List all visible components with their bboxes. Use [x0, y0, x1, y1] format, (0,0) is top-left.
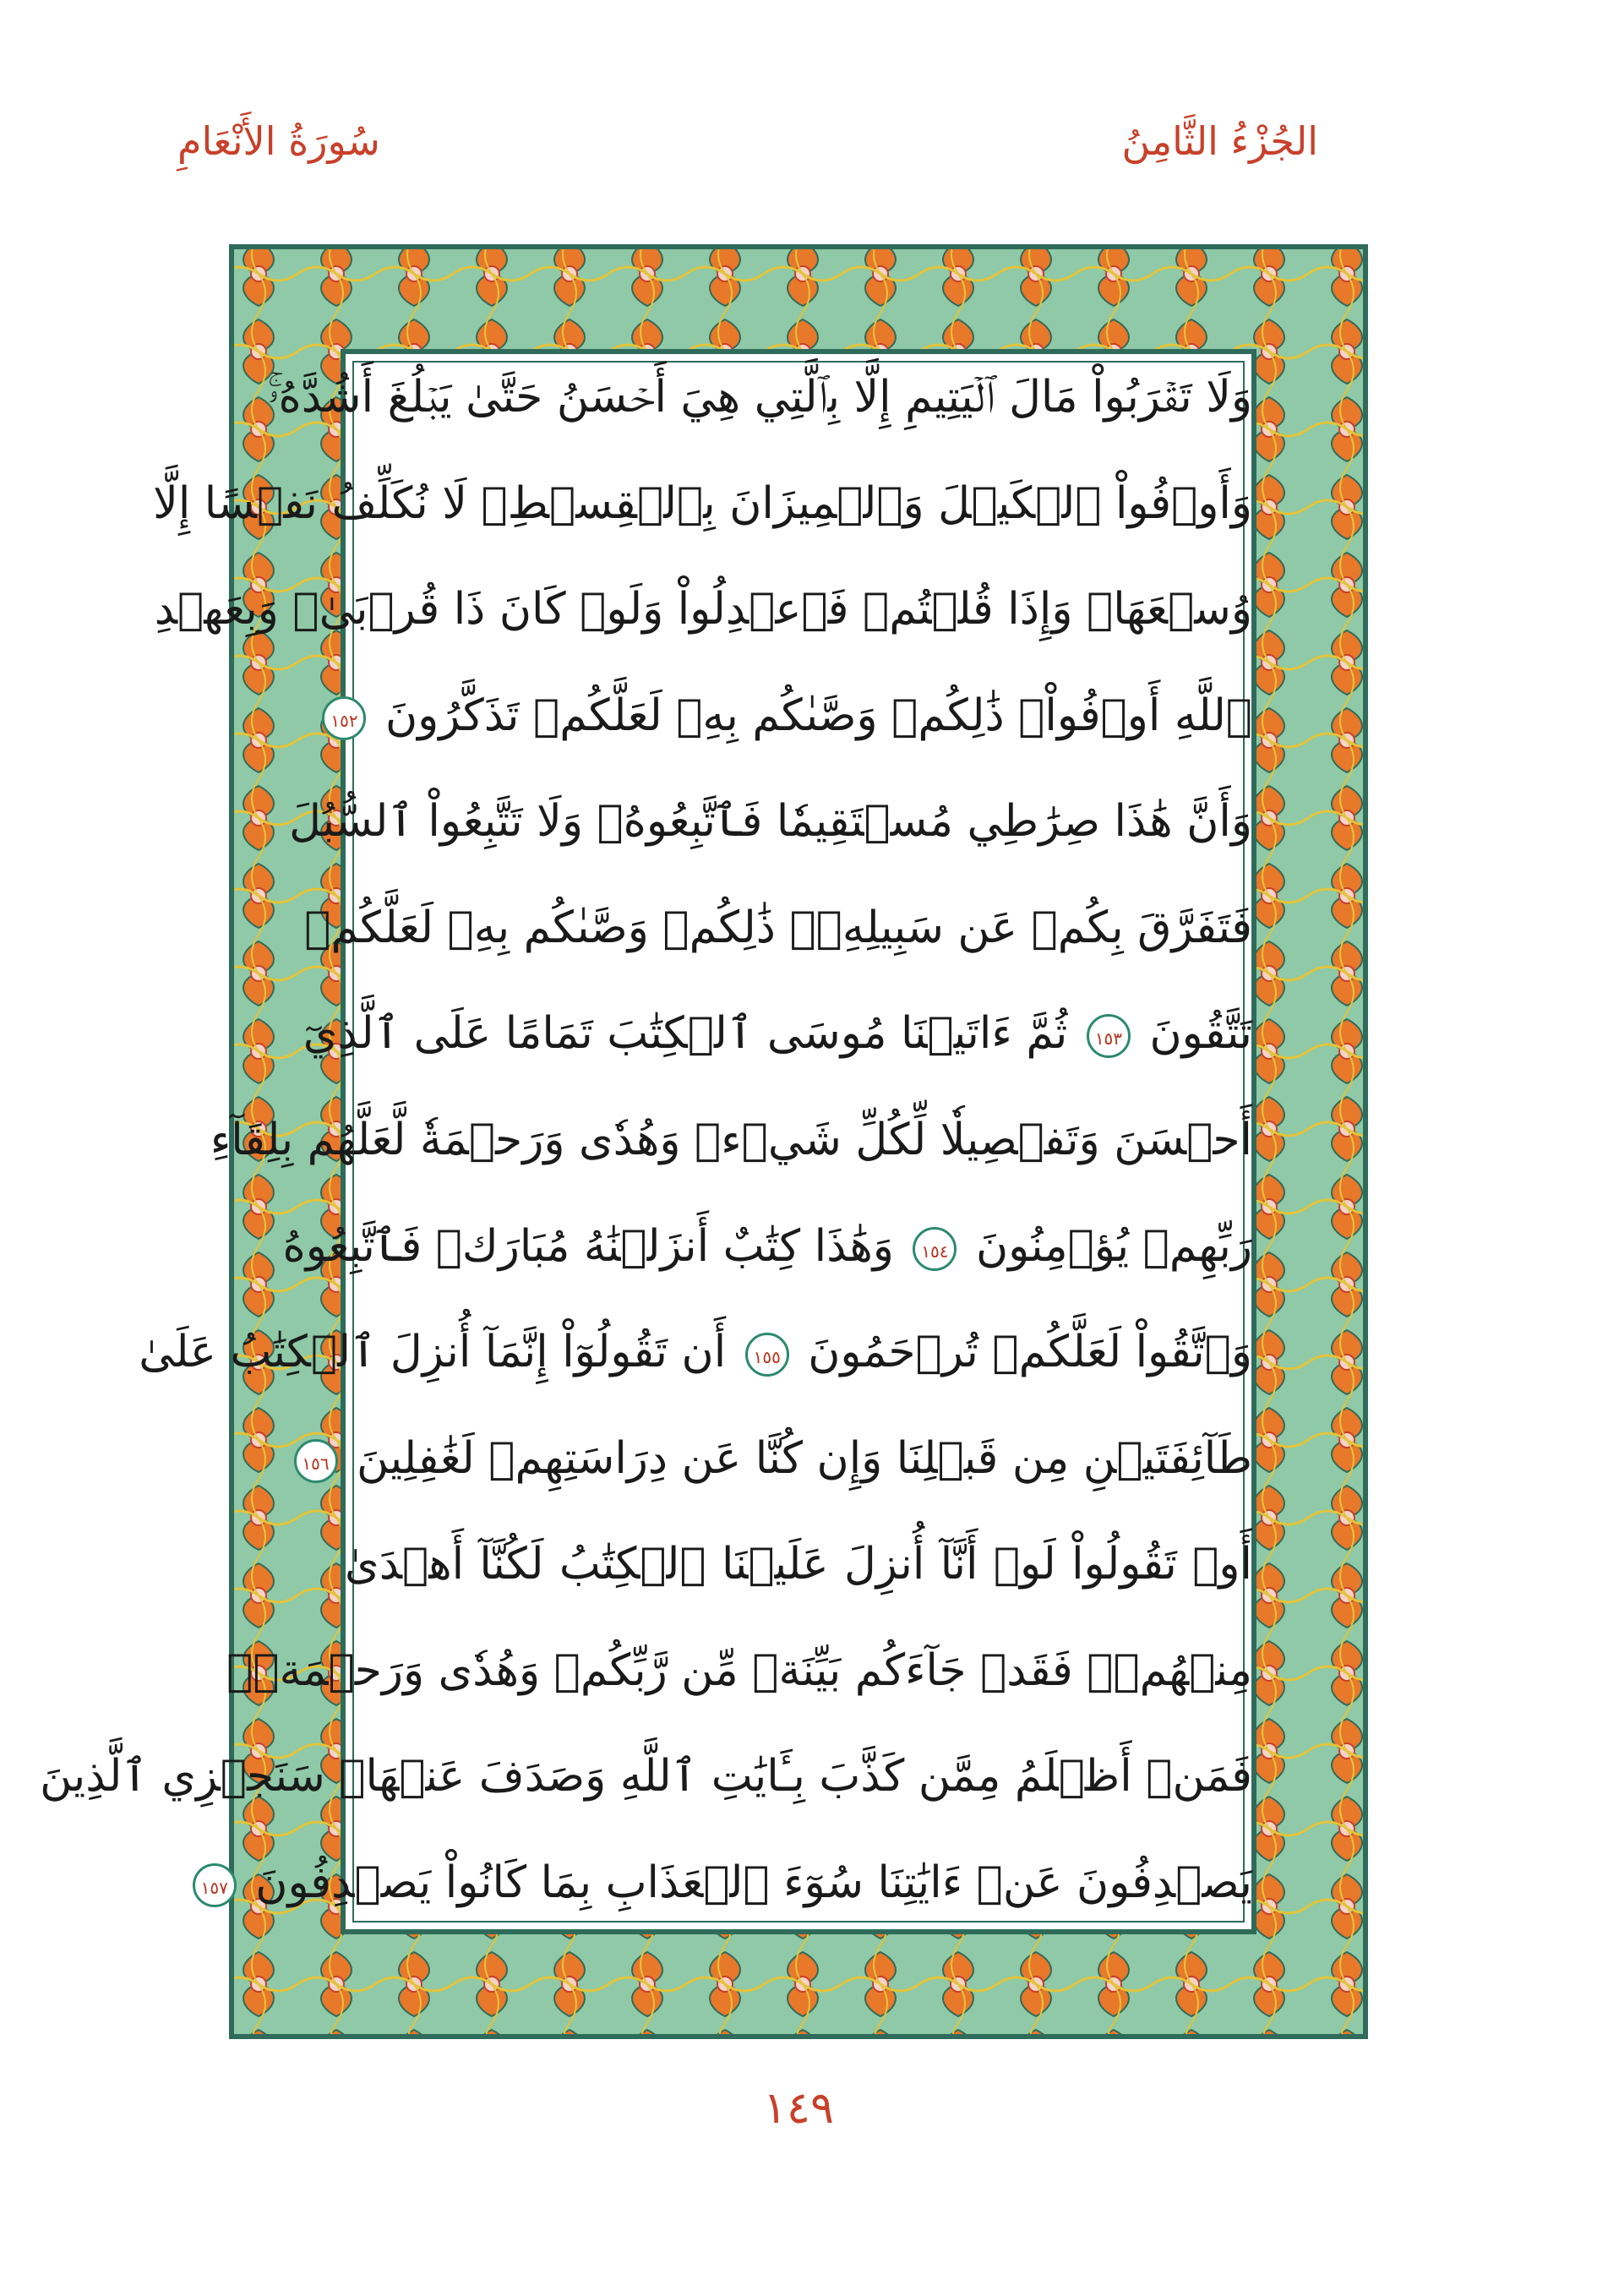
verse-text: فَتَفَرَّقَ بِكُمۡ عَن سَبِيلِهِۦۚ ذَٰلِكُمۡ وَصَّىٰكُم بِهِۦ لَعَلَّكُمۡ — [304, 902, 1252, 953]
verse-text: وَأَنَّ هَٰذَا صِرَٰطِي مُسۡتَقِيمٗا فَٱتَّبِعُوهُۖ وَلَا تَتَّبِعُواْ ٱلسُّبُلَ — [289, 796, 1252, 848]
ayah-number-marker: ١٥٤ — [913, 1227, 957, 1271]
verse-line — [345, 1539, 1252, 1595]
verse-line — [153, 477, 1252, 534]
verse-text: أَحۡسَنَ وَتَفۡصِيلٗا لِّكُلِّ شَيۡءٖ وَهُدٗى وَرَحۡمَةٗ لَّعَلَّهُم بِلِقَآءِ — [210, 1114, 1252, 1165]
verse-text: وَأَوۡفُواْ ٱلۡكَيۡلَ وَٱلۡمِيزَانَ بِٱلۡقِسۡطِۖ لَا نُكَلِّفُ نَفۡسًا إِلَّا — [153, 477, 1252, 529]
verse-text-block — [40, 353, 1252, 1930]
verse-line — [200, 1857, 1252, 1913]
verse-text: أَوۡ تَقُولُواْ لَوۡ أَنَّآ أُنزِلَ عَلَيۡنَا ٱلۡكِتَٰبُ لَكُنَّآ أَهۡدَىٰ — [345, 1539, 1252, 1590]
verse-text: أَن تَقُولُوٓاْ إِنَّمَآ أُنزِلَ ٱلۡكِتَٰبُ عَلَىٰ — [139, 1327, 727, 1378]
verse-text: وُسۡعَهَاۖ وَإِذَا قُلۡتُمۡ فَٱعۡدِلُواْ وَلَوۡ كَانَ ذَا قُرۡبَىٰۖ وَبِعَهۡدِ — [154, 584, 1252, 635]
verse-line — [302, 1432, 1252, 1489]
verse-text: وَٱتَّقُواْ لَعَلَّكُمۡ تُرۡحَمُونَ — [808, 1327, 1252, 1378]
verse-text: فَمَنۡ أَظۡلَمُ مِمَّن كَذَّبَ بِـَٔايَٰتِ ٱللَّهِ وَصَدَفَ عَنۡهَاۗ سَنَجۡزِي ٱلَّذِينَ — [40, 1751, 1252, 1802]
verse-line — [154, 584, 1252, 640]
verse-line — [40, 1751, 1252, 1807]
verse-text: وَلَا تَقۡرَبُواْ مَالَ ٱلۡيَتِيمِ إِلَّا بِٱلَّتِي هِيَ أَحۡسَنُ حَتَّىٰ يَبۡلُغَ أَشُدَّهُۥۚ — [267, 372, 1252, 423]
ayah-number-marker: ١٥٣ — [1087, 1014, 1131, 1058]
verse-line — [289, 796, 1252, 852]
verse-text: ٱللَّهِ أَوۡفُواْۚ ذَٰلِكُمۡ وَصَّىٰكُم بِهِۦ لَعَلَّكُمۡ تَذَكَّرُونَ — [384, 690, 1252, 741]
verse-line — [282, 1220, 1252, 1277]
page-number: ١٤٩ — [763, 2083, 834, 2134]
ayah-number-marker: ١٥٦ — [294, 1439, 338, 1483]
ayah-number-marker: ١٥٥ — [745, 1333, 789, 1377]
verse-line — [267, 372, 1252, 428]
verse-text: يَصۡدِفُونَ عَنۡ ءَايَٰتِنَا سُوٓءَ ٱلۡعَذَابِ بِمَا كَانُواْ يَصۡدِفُونَ — [255, 1857, 1252, 1908]
verse-text: وَهَٰذَا كِتَٰبٌ أَنزَلۡنَٰهُ مُبَارَكٞ فَٱتَّبِعُوهُ — [282, 1220, 894, 1272]
verse-line — [304, 902, 1252, 958]
verse-line — [226, 1644, 1252, 1701]
verse-text: ثُمَّ ءَاتَيۡنَا مُوسَى ٱلۡكِتَٰبَ تَمَامًا عَلَى ٱلَّذِيٓ — [303, 1008, 1068, 1060]
verse-text: تَتَّقُونَ — [1149, 1008, 1252, 1060]
juz-title: الجُزْءُ الثَّامِنُ — [1121, 118, 1318, 164]
verse-text: طَآئِفَتَيۡنِ مِن قَبۡلِنَا وَإِن كُنَّا عَن دِرَاسَتِهِمۡ لَغَٰفِلِينَ — [357, 1432, 1252, 1484]
verse-text: مِنۡهُمۡۚ فَقَدۡ جَآءَكُم بَيِّنَةٞ مِّن رَّبِّكُمۡ وَهُدٗى وَرَحۡمَةٞۚ — [226, 1644, 1252, 1696]
verse-line — [303, 1008, 1252, 1064]
ayah-number-marker: ١٥٢ — [322, 696, 366, 740]
surah-title: سُورَةُ الأَنْعَامِ — [177, 118, 380, 164]
verse-text: رَبِّهِمۡ يُؤۡمِنُونَ — [975, 1220, 1252, 1272]
verse-line — [330, 690, 1252, 746]
ayah-number-marker: ١٥٧ — [193, 1863, 237, 1907]
verse-line — [139, 1327, 1252, 1383]
verse-line — [210, 1114, 1252, 1170]
